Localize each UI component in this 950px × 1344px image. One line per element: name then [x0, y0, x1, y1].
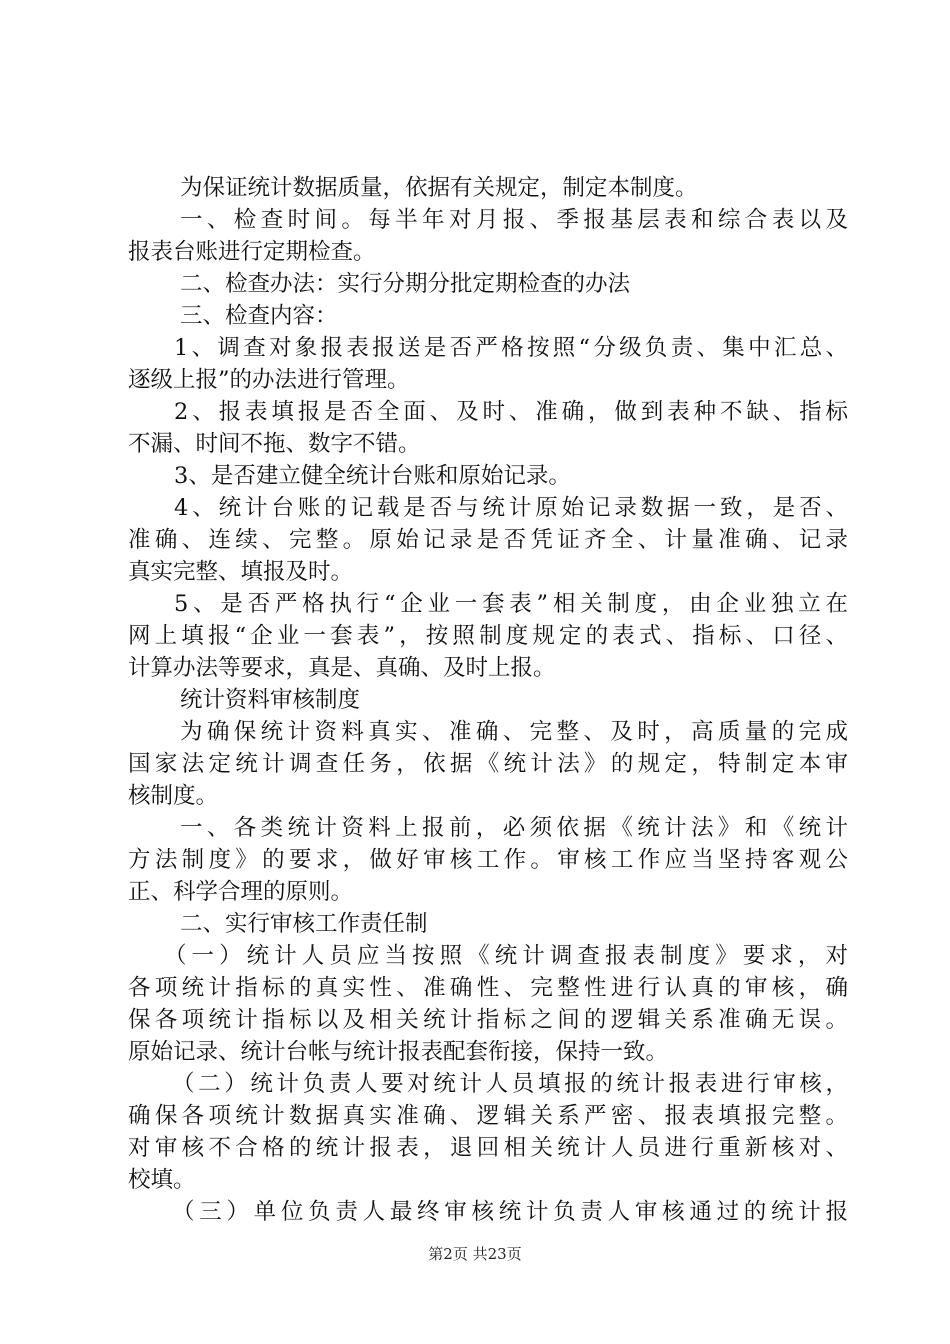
page-footer: 第2页 共23页 — [428, 1245, 522, 1263]
text-line: 正、科学合理的原则。 — [128, 879, 354, 905]
text-line: 一、各类统计资料上报前，必须依据《统计法》和《统计 — [180, 815, 848, 841]
document-body — [128, 172, 848, 1228]
text-line: 为保证统计数据质量，依据有关规定，制定本制度。 — [180, 175, 698, 201]
text-line: 对审核不合格的统计报表，退回相关统计人员进行重新核对、 — [128, 1135, 848, 1161]
text-line: 3、是否建立健全统计台账和原始记录。 — [174, 463, 571, 489]
text-line: 报表台账进行定期检查。 — [128, 239, 376, 265]
text-line: 三、检查内容： — [180, 303, 338, 329]
text-line: 计算办法等要求，真是、真确、及时上报。 — [128, 655, 556, 681]
text-line: 逐级上报”的办法进行管理。 — [128, 367, 410, 393]
text-line: 校填。 — [128, 1167, 196, 1193]
text-line: 一、检查时间。每半年对月报、季报基层表和综合表以及 — [180, 207, 848, 233]
text-line: 真实完整、填报及时。 — [128, 559, 354, 585]
text-line: 统计资料审核制度 — [180, 687, 361, 713]
text-line: 各项统计指标的真实性、准确性、完整性进行认真的审核，确 — [128, 975, 848, 1001]
text-line: 5、是否严格执行“企业一套表”相关制度，由企业独立在 — [174, 591, 848, 617]
text-line: 保各项统计指标以及相关统计指标之间的逻辑关系准确无误。 — [128, 1007, 848, 1033]
text-line: 不漏、时间不拖、数字不错。 — [128, 431, 421, 457]
text-line: 二、实行审核工作责任制 — [180, 911, 428, 937]
text-line: 国家法定统计调查任务，依据《统计法》的规定，特制定本审 — [128, 751, 848, 777]
text-line: 1、调查对象报表报送是否严格按照“分级负责、集中汇总、 — [174, 335, 848, 361]
text-line: （二）统计负责人要对统计人员填报的统计报表进行审核， — [172, 1071, 848, 1097]
text-line: 为确保统计资料真实、准确、完整、及时，高质量的完成 — [180, 719, 848, 745]
text-line: 准确、连续、完整。原始记录是否凭证齐全、计量准确、记录 — [128, 527, 848, 553]
text-line: 原始记录、统计台帐与统计报表配套衔接，保持一致。 — [128, 1039, 669, 1065]
text-line: （一）统计人员应当按照《统计调查报表制度》要求，对 — [164, 943, 848, 969]
text-line: 网上填报“企业一套表”，按照制度规定的表式、指标、口径、 — [128, 623, 848, 649]
text-line: 方法制度》的要求，做好审核工作。审核工作应当坚持客观公 — [128, 847, 848, 873]
text-line: 确保各项统计数据真实准确、逻辑关系严密、报表填报完整。 — [128, 1103, 848, 1129]
text-line: 核制度。 — [128, 783, 219, 809]
text-line: 4、统计台账的记载是否与统计原始记录数据一致，是否、 — [174, 495, 848, 521]
text-line: 2、报表填报是否全面、及时、准确，做到表种不缺、指标 — [174, 399, 848, 425]
text-line: （三）单位负责人最终审核统计负责人审核通过的统计报 — [172, 1199, 848, 1225]
text-line: 二、检查办法：实行分期分批定期检查的办法 — [180, 271, 631, 297]
